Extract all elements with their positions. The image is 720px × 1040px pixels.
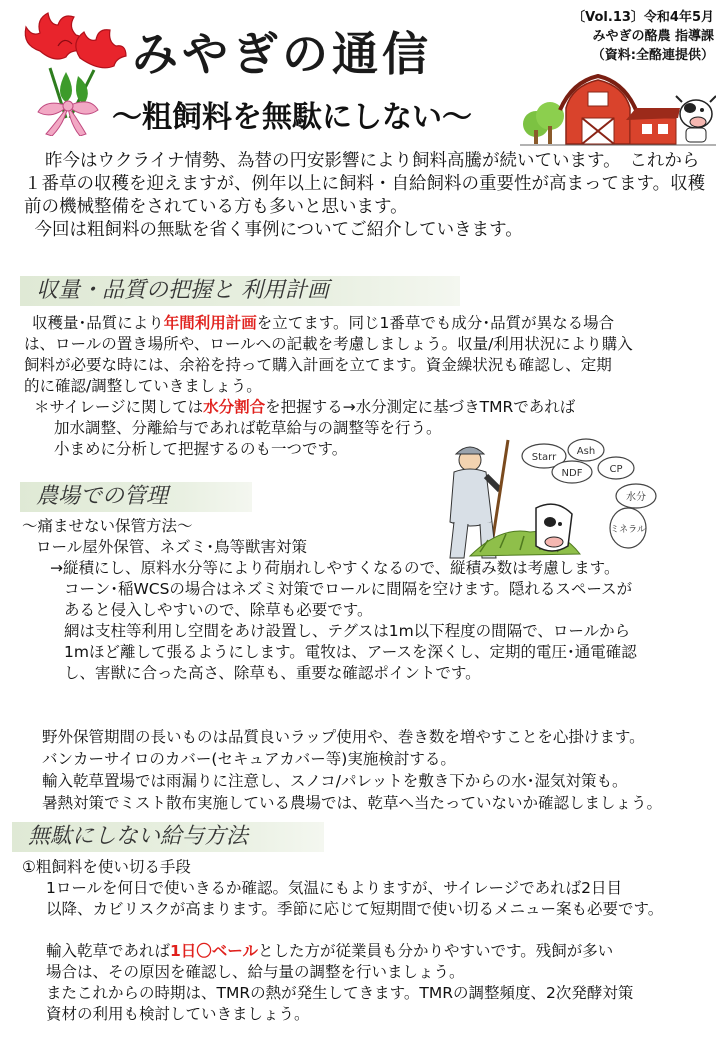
bubble-label: ミネラル <box>610 525 646 535</box>
body-line: 網は支柱等利用し空間をあけ設置し、テグスは1m以下程度の間隔で、ロールから <box>64 622 631 640</box>
highlight-moisture-ratio: 水分割合 <box>203 398 266 416</box>
material-source: （資料:全酪連提供） <box>591 48 714 63</box>
barn-illustration <box>520 72 716 152</box>
body-line: またこれからの時期は、TMRの熱が発生してきます。TMRの調整頻度、2次発酵対策 <box>46 984 634 1002</box>
intro-paragraph: 昨今はウクライナ情勢、為替の円安影響により飼料高騰が続いています。 これから１番草の収穫を迎えますが、例年以上に飼料・自給飼料の重要性が高まってます。収穫前の機械整備をされている方も多いと思います。 <box>24 151 706 217</box>
issue-volume-date: 〔Vol.13〕令和4年5月 <box>572 10 714 25</box>
section-heading-feeding-method: 無駄にしない給与方法 <box>12 822 324 852</box>
body-line <box>22 941 716 962</box>
spacer <box>22 920 716 941</box>
topic-outdoor-storage: ロール屋外保管、ネズミ･鳥等獣害対策 <box>36 538 307 556</box>
bubble-label: Ash <box>576 446 596 457</box>
section-heading-farm-management: 農場での管理 <box>20 482 252 512</box>
subheading-use-up: ①粗飼料を使い切る手段 <box>22 858 191 876</box>
body-line <box>24 313 714 334</box>
text-span: 収穫量･品質により <box>32 314 164 332</box>
storage-tips <box>42 726 718 814</box>
subheading-storage: 〜痛ませない保管方法〜 <box>22 517 193 535</box>
issuing-department: みやぎの酪農 指導課 <box>592 29 714 44</box>
section-feeding-method-body <box>22 857 716 1025</box>
body-line: 資材の利用も検討していきましょう。 <box>46 1005 310 1023</box>
body-line: 場合は、その原因を確認し、給与量の調整を行いましょう。 <box>46 963 465 981</box>
body-line: コーン･稲WCSの場合はネズミ対策でロールに間隔を空けます。隠れるスペースが <box>64 580 633 598</box>
tip-line: 暑熱対策でミスト散布実施している農場では、乾草へ当たっていないか確認しましょう。 <box>42 794 663 812</box>
note-line: 加水調整、分離給与であれば乾草給与の調整等を行う。 <box>54 419 442 437</box>
text-span: 輸入乾草であれば <box>46 942 171 960</box>
body-line: →縦積にし、原料水分等により荷崩れしやすくなるので、縦積み数は考慮します。 <box>50 559 620 577</box>
tip-line: 野外保管期間の長いものは品質良いラップ使用や、巻き数を増やすことを心掛けます。 <box>42 728 645 746</box>
bubble-label: Starr <box>531 452 557 463</box>
intro-closing: 今回は粗飼料の無駄を省く事例についてご紹介していきます。 <box>34 220 523 240</box>
section-farm-management-body <box>22 516 716 684</box>
bubble-label: CP <box>609 464 623 475</box>
intro-text <box>24 150 708 242</box>
body-line: 的に確認/調整していきましょう。 <box>24 377 262 395</box>
body-line: あると侵入しやすいので、除草も必要です。 <box>64 601 373 619</box>
body-line: 以降、カビリスクが高まります。季節に応じて短期間で使い切るメニュー案も必要です。 <box>46 900 664 918</box>
text-span: ＊サイレージに関しては <box>34 398 204 416</box>
highlight-annual-plan: 年間利用計画 <box>163 314 257 332</box>
bubble-label: 水分 <box>626 492 646 503</box>
section-heading-yield-quality: 収量・品質の把握と 利用計画 <box>20 276 460 306</box>
note-line: 小まめに分析して把握するのも一つです。 <box>54 440 348 458</box>
highlight-bales-per-day: 1日〇ベール <box>170 942 258 960</box>
newsletter-title: みやぎの通信 <box>132 27 432 81</box>
text-span: を把握する→水分測定に基づきTMRであれば <box>265 398 576 416</box>
body-line: は、ロールの置き場所や、ロールへの記載を考慮しましょう。収量/利用状況により購入 <box>24 335 633 353</box>
carnation-bouquet-illustration <box>10 6 128 136</box>
tip-line: 輸入乾草置場では雨漏りに注意し、スノコ/パレットを敷き下からの水･湿気対策も。 <box>42 772 628 790</box>
issue-info <box>518 8 714 65</box>
body-line: 1mほど離して張るようにします。電牧は、アースを深くし、定期的電圧･通電確認 <box>64 643 637 661</box>
bubble-label: NDF <box>561 468 583 479</box>
note-line <box>24 397 714 418</box>
text-span: とした方が従業員も分かりやすいです。残飼が多い <box>258 942 614 960</box>
body-line: 飼料が必要な時には、余裕を持って購入計画を立てます。資金繰状況も確認し、定期 <box>24 356 612 374</box>
text-span: を立てます。同じ1番草でも成分･品質が異なる場合 <box>256 314 615 332</box>
body-line: 1ロールを何日で使いきるか確認。気温にもよりますが、サイレージであれば2日目 <box>46 879 623 897</box>
body-line: し、害獣に合った高さ、除草も、重要な確認ポイントです。 <box>64 664 481 682</box>
tip-line: バンカーサイロのカバー(セキュアカバー等)実施検討する。 <box>42 750 456 768</box>
newsletter-subtitle: 〜粗飼料を無駄にしない〜 <box>112 100 472 135</box>
